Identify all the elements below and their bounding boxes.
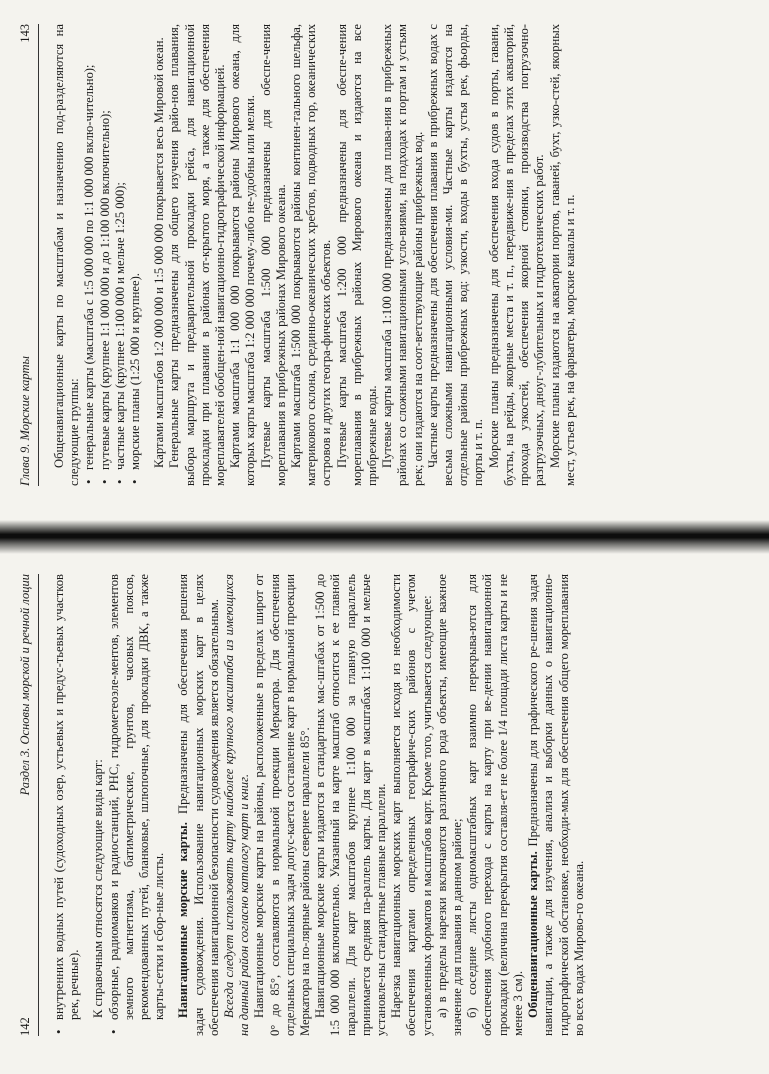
paragraph-500k-cover: Картами масштаба 1:500 000 покрываются районы континен-тального шельфа, материкового склона, срединно-океанических хребтов, подводных гор, океанических островов и других геогра-фических объектов. [289, 24, 334, 486]
paragraph-general-charts: Генеральные карты предназначены для общего изучения райо-нов плавания, выбора маршрута и предварительной прокладки рейса, для навигационной прокладки при плавании в районах от-крытого моря, а также для обеспечения мореплавателей обобщен-ной навигационно-гидрографической информацией. [167, 24, 228, 486]
right-page [0, 0, 769, 524]
list-item: • морские планы (1:25 000 и крупнее). [128, 24, 143, 486]
paragraph-100k: Путевые карты масштаба 1:100 000 предназначены для плава-ния в прибрежных районах со сложными навигационными усло-виями, на подходах к портам и устьям рек; они издаются на соот-ветствующие районы прибрежных вод. [380, 24, 425, 486]
left-page-number: 142 [18, 1017, 32, 1036]
list-item: • генеральные карты (масштаба с 1:5 000 000 по 1:1 000 000 вклю-чительно); [82, 24, 97, 486]
paragraph-private-charts: Частные карты предназначены для обеспечения плавания в прибрежных водах с весьма сложными навигационными условия-ми. Частные карты издаются на отдельные районы прибрежных вод: узкости, входы в бухты, устья рек, фьорды, порты и т. п. [425, 24, 486, 486]
left-page-body [52, 574, 587, 1036]
right-header-rule [38, 24, 39, 486]
right-running-head: Глава 9. Морские карты [18, 356, 32, 486]
paragraph-ref-intro: К справочным относятся следующие виды карт: [91, 759, 106, 1018]
paragraph-200k: Путевые карты масштаба 1:200 000 предназначены для обеспе-чения мореплавания в прибрежных районах Мирового океана и издаются на все прибрежные воды. [334, 24, 380, 486]
right-page-number: 143 [18, 24, 32, 43]
list-item: • путевые карты (крупнее 1:1 000 000 и до 1:100 000 включительно); [98, 24, 113, 486]
book-gutter [0, 520, 769, 554]
paragraph-1m: Картами масштаба 1:1 000 000 покрываются районы Мирового океана, для которых карты масштаба 1:2 000 000 почему-либо не-удобны или мелки. [228, 24, 258, 486]
left-page [0, 550, 769, 1074]
paragraph-mercator: Навигационные морские карты на районы, расположенные в пределах широт от 0° до 85°, составляются в нормальной проекции Меркатора. Для обеспечения отдельных специальных задач допус-кается составление карт в нормальной проекции Меркатора на по-лярные районы севернее параллели 85°. [252, 574, 313, 1036]
paragraph-cutting: Нарезка навигационных морских карт выполняется исходя из необходимости обеспечения картами определенных географиче-ских районов с учетом установленных форматов и масштабов карт. Кроме того, учитывается следующее: [389, 574, 434, 1036]
paragraph-general-nav [526, 574, 587, 1036]
paragraph-groups: Общенавигационные карты по масштабам и назначению под-разделяются на следующие группы: [52, 24, 82, 486]
general-nav-text: Предназначены для графического ре-шения задач навигации, а также для изучения, анализа и выборки данных о навигационно-гидрографической обстановке, необходи-мых для обеспечения общего мореплавания во всех водах Мирово-го океана. [526, 573, 586, 1036]
nav-charts-text: Предназначены для обеспечения решения задач судовождения. Использование навигационных морских карт в целях обеспечения навигационной безопасности судовождения является обязательным. [176, 574, 221, 1036]
paragraph-500k: Путевые карты масштаба 1:500 000 предназначены для обеспе-чения мореплавания в прибрежных районах Мирового океана. [258, 24, 288, 486]
paragraph-sea-plans-2: Морские планы издаются на акватории портов, гаваней, бухт, узко-стей, якорных мест, устьев рек, на фарватеры, морские каналы и т. п. [547, 24, 577, 486]
right-page-body [52, 24, 578, 486]
ref-bullets [107, 574, 168, 1036]
left-page-header [18, 574, 40, 1036]
paragraph-item-b: б) соседние листы одномасштабных карт взаимно перекрыва-ются для обеспечения удобного перехода с карты на карту при ве-дении навигационной прокладки (величина перекрытия составля-ет не более 1/4 площади листа карты и не менее 3 см). [465, 574, 525, 1036]
paragraph-item-a: а) в пределы нарезки включаются различного рода объекты, имеющие важное значение для плавания в данном районе; [434, 574, 465, 1036]
paragraph-scales: Навигационные морские карты издаются в стандартных мас-штабах от 1:500 до 1:5 000 000 включительно. Указанный на карте масштаб относится к ее главной параллели. Для карт масштабов крупнее 1:100 000 за главную параллель принимается средняя па-раллель карты. Для карт в масштабах 1:100 000 и мельче установле-ны стандартные главные параллели. [313, 574, 389, 1036]
paragraph-sea-plans: Морские планы предназначены для обеспечения входа судов в порты, гавани, бухты, на рейды, якорные места и т. п., передвиже-ния в пределах этих акваторий, прохода узкостей, обеспечения якорной стоянки, производства погрузочно-разгрузочных, днoуг-лубительных и гидротехнических работ. [486, 24, 547, 486]
paragraph-ocean: Картами масштабов 1:2 000 000 и 1:5 000 000 покрывается весь Мировой океан. [152, 37, 167, 468]
list-item: • внутренних водных путей (судоходных озер, устьевых и предус-тьевых участков рек, речные). [52, 574, 82, 1036]
right-page-header [18, 24, 40, 486]
list-item: • обзорные, радиомаяков и радиостанций, РНС, гидрометеоэле-ментов, элементов земного магнетизма, батиметрические, грунтов, часовых поясов, рекомендованных путей, бланковые, шлюпочные, для прокладки ДВК, а также карты-сетки и сбор-ные листы. [107, 574, 168, 1036]
left-running-head: Раздел 3. Основы морской и речной лоции [18, 574, 32, 796]
list-item: • частные карты (крупнее 1:100 000 и мельче 1:25 000); [113, 24, 128, 486]
general-nav-title: Общенавигационные карты. [526, 851, 541, 1018]
nav-charts-title: Навигационные морские карты. [176, 822, 191, 1018]
left-header-rule [38, 574, 39, 1036]
group-bullets [82, 24, 143, 486]
paragraph-nav-charts [176, 574, 222, 1036]
left-top-bullets [52, 574, 82, 1036]
paragraph-nav-italic: Всегда следует использовать карту наиболее крупного масштаба из имеющихся на данный район согласно каталогу карт и книг. [222, 574, 252, 1036]
